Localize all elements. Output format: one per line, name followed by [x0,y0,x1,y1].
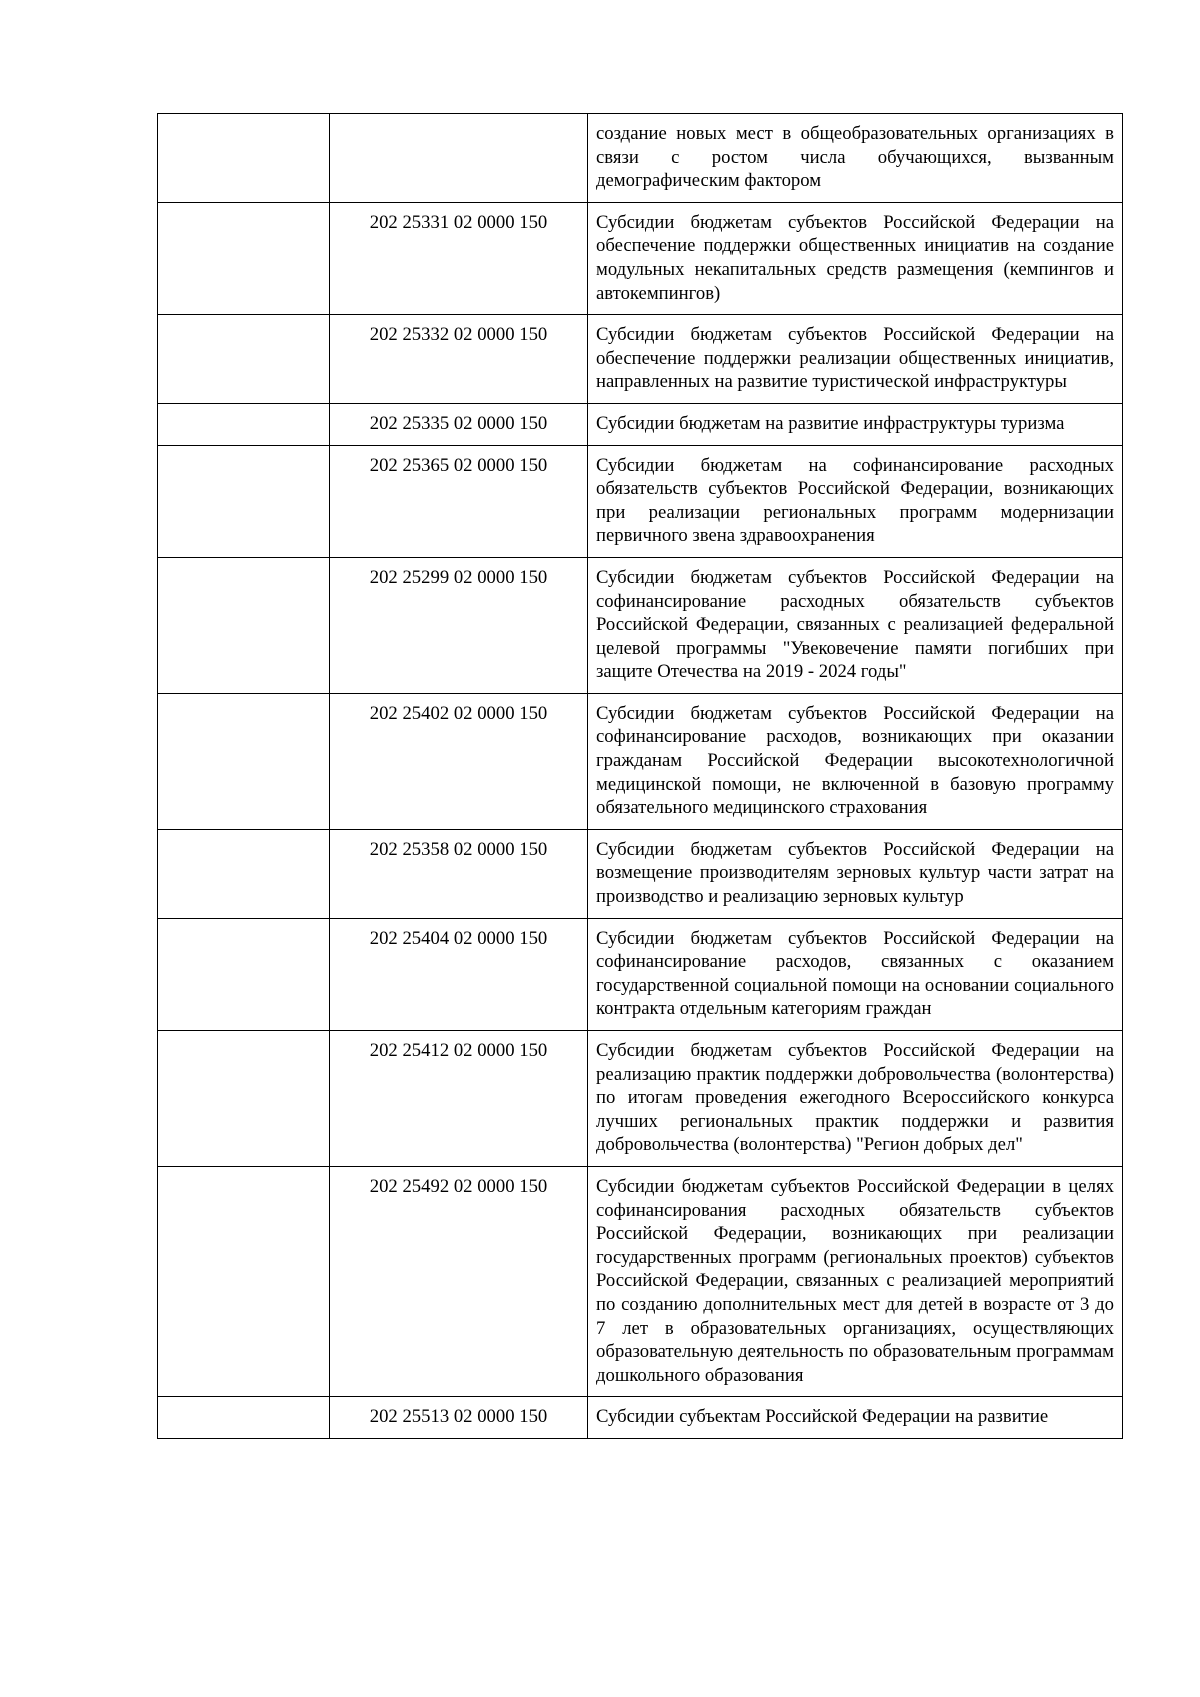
income-code-cell: 202 25331 02 0000 150 [330,202,588,314]
admin-code-cell [158,557,330,693]
admin-code-cell [158,1166,330,1396]
admin-code-cell [158,202,330,314]
description-cell: Субсидии бюджетам субъектов Российской Федерации на софинансирование расходов, возникающих при оказании гражданам Российской Федерации высокотехнологичной медицинской помощи, не включенной в базовую программу обязательного медицинского страхования [588,693,1123,829]
description-cell: Субсидии бюджетам субъектов Российской Федерации на обеспечение поддержки реализации общественных инициатив, направленных на развитие туристической инфраструктуры [588,315,1123,404]
description-cell: Субсидии бюджетам субъектов Российской Федерации на возмещение производителям зерновых культур части затрат на производство и реализацию зерновых культур [588,829,1123,918]
description-cell: Субсидии бюджетам субъектов Российской Федерации на обеспечение поддержки общественных инициатив на создание модульных некапитальных средств размещения (кемпингов и автокемпингов) [588,202,1123,314]
admin-code-cell [158,445,330,557]
table-row [158,202,1123,314]
admin-code-cell [158,114,330,203]
description-cell: Субсидии бюджетам субъектов Российской Федерации на софинансирование расходов, связанных с оказанием государственной социальной помощи на основании социального контракта отдельным категориям граждан [588,918,1123,1030]
admin-code-cell [158,1397,330,1439]
income-code-cell: 202 25358 02 0000 150 [330,829,588,918]
table-row [158,1397,1123,1439]
description-cell: создание новых мест в общеобразовательных организациях в связи с ростом числа обучающихся, вызванным демографическим фактором [588,114,1123,203]
admin-code-cell [158,1031,330,1167]
income-code-cell: 202 25513 02 0000 150 [330,1397,588,1439]
table-row [158,829,1123,918]
admin-code-cell [158,403,330,445]
admin-code-cell [158,315,330,404]
table-row [158,1031,1123,1167]
income-code-cell: 202 25299 02 0000 150 [330,557,588,693]
table-row [158,315,1123,404]
description-cell: Субсидии субъектам Российской Федерации на развитие [588,1397,1123,1439]
income-code-cell: 202 25365 02 0000 150 [330,445,588,557]
admin-code-cell [158,918,330,1030]
income-code-cell: 202 25332 02 0000 150 [330,315,588,404]
description-cell: Субсидии бюджетам на софинансирование расходных обязательств субъектов Российской Федерации, возникающих при реализации региональных программ модернизации первичного звена здравоохранения [588,445,1123,557]
table-row [158,403,1123,445]
table-row [158,918,1123,1030]
income-code-cell [330,114,588,203]
admin-code-cell [158,829,330,918]
table-row [158,693,1123,829]
income-code-cell: 202 25404 02 0000 150 [330,918,588,1030]
description-cell: Субсидии бюджетам субъектов Российской Федерации на реализацию практик поддержки добровольчества (волонтерства) по итогам проведения ежегодного Всероссийского конкурса лучших региональных практик поддержки и развития добровольчества (волонтерства) "Регион добрых дел" [588,1031,1123,1167]
table-row [158,1166,1123,1396]
budget-income-table [157,113,1123,1439]
table-row [158,557,1123,693]
description-cell: Субсидии бюджетам субъектов Российской Федерации в целях софинансирования расходных обязательств субъектов Российской Федерации, возникающих при реализации государственных программ (региональных проектов) субъектов Российской Федерации, связанных с реализацией мероприятий по созданию дополнительных мест для детей в возрасте от 3 до 7 лет в образовательных организациях, осуществляющих образовательную деятельность по образовательным программам дошкольного образования [588,1166,1123,1396]
description-cell: Субсидии бюджетам на развитие инфраструктуры туризма [588,403,1123,445]
description-cell: Субсидии бюджетам субъектов Российской Федерации на софинансирование расходных обязательств субъектов Российской Федерации, связанных с реализацией федеральной целевой программы "Увековечение памяти погибших при защите Отечества на 2019 - 2024 годы" [588,557,1123,693]
admin-code-cell [158,693,330,829]
table-row [158,445,1123,557]
income-code-cell: 202 25412 02 0000 150 [330,1031,588,1167]
income-code-cell: 202 25492 02 0000 150 [330,1166,588,1396]
income-code-cell: 202 25335 02 0000 150 [330,403,588,445]
table-row [158,114,1123,203]
income-code-cell: 202 25402 02 0000 150 [330,693,588,829]
